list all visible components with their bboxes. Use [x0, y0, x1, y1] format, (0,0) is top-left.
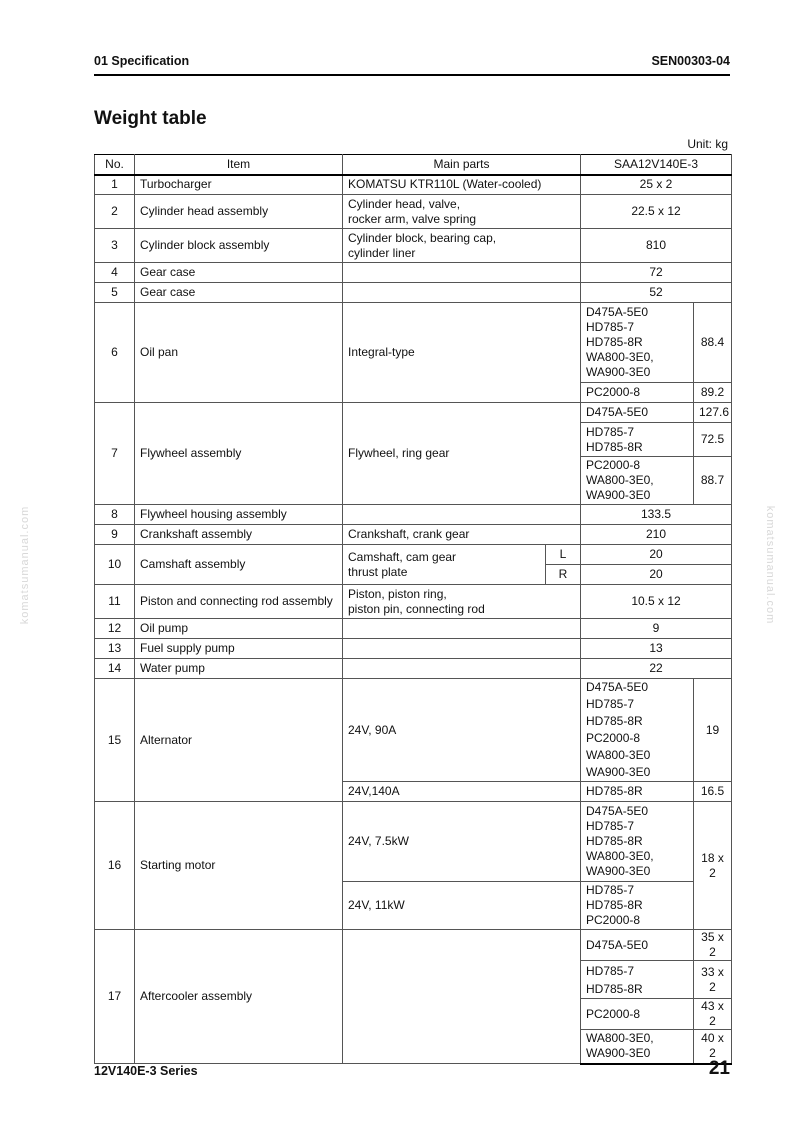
weight-value: 210 — [581, 525, 732, 545]
item-name: Piston and connecting rod assembly — [135, 585, 343, 619]
row-number: 16 — [95, 802, 135, 930]
row-number: 5 — [95, 283, 135, 303]
table-row — [95, 283, 732, 303]
main-parts — [343, 639, 581, 659]
machine-models: HD785-8R — [581, 782, 694, 802]
item-name: Fuel supply pump — [135, 639, 343, 659]
col-header-no: No. — [95, 155, 135, 175]
row-number: 6 — [95, 303, 135, 403]
table-row — [95, 930, 732, 961]
item-name: Camshaft assembly — [135, 545, 343, 585]
weight-value: 133.5 — [581, 505, 732, 525]
machine-models: HD785-7 HD785-8R — [581, 423, 694, 457]
watermark-left: komatsumanual.com — [19, 505, 31, 625]
main-parts: Integral-type — [343, 303, 581, 403]
main-parts — [343, 930, 581, 1064]
weight-value: 9 — [581, 619, 732, 639]
weight-value: 20 — [581, 545, 732, 565]
main-parts: Piston, piston ring, piston pin, connecting rod — [343, 585, 581, 619]
main-parts: 24V, 7.5kW — [343, 802, 581, 882]
item-name: Water pump — [135, 659, 343, 679]
weight-value: 88.7 — [694, 457, 732, 505]
main-parts — [343, 263, 581, 283]
col-header-main-parts: Main parts — [343, 155, 581, 175]
main-parts: 24V, 11kW — [343, 882, 581, 930]
item-name: Gear case — [135, 263, 343, 283]
row-number: 3 — [95, 229, 135, 263]
main-parts: 24V,140A — [343, 782, 581, 802]
series-label: 12V140E-3 Series — [94, 1064, 198, 1078]
main-parts: Cylinder block, bearing cap, cylinder liner — [343, 229, 581, 263]
row-number: 8 — [95, 505, 135, 525]
table-row — [95, 175, 732, 195]
weight-value: 88.4 — [694, 303, 732, 383]
machine-models: PC2000-8 — [581, 383, 694, 403]
weight-value: 13 — [581, 639, 732, 659]
machine-models: HD785-7 HD785-8R PC2000-8 — [581, 882, 694, 930]
table-row — [95, 303, 732, 383]
item-name: Oil pan — [135, 303, 343, 403]
table-row — [95, 525, 732, 545]
item-name: Aftercooler assembly — [135, 930, 343, 1064]
row-number: 7 — [95, 403, 135, 505]
table-row — [95, 679, 732, 782]
main-parts: 24V, 90A — [343, 679, 581, 782]
main-parts — [343, 505, 581, 525]
machine-models: D475A-5E0 HD785-7 HD785-8R WA800-3E0, WA900-3E0 — [581, 802, 694, 882]
item-name: Oil pump — [135, 619, 343, 639]
item-name: Alternator — [135, 679, 343, 802]
table-row — [95, 619, 732, 639]
item-name: Starting motor — [135, 802, 343, 930]
weight-value: 89.2 — [694, 383, 732, 403]
weight-value: 810 — [581, 229, 732, 263]
weight-value: 19 — [694, 679, 732, 782]
main-parts: Flywheel, ring gear — [343, 403, 581, 505]
table-row — [95, 195, 732, 229]
machine-models: PC2000-8 — [581, 999, 694, 1030]
weight-table — [94, 154, 732, 1065]
main-parts — [343, 659, 581, 679]
machine-models: D475A-5E0 HD785-7 HD785-8R PC2000-8 WA800-3E0 WA900-3E0 — [581, 679, 694, 782]
item-name: Cylinder head assembly — [135, 195, 343, 229]
row-number: 10 — [95, 545, 135, 585]
item-name: Crankshaft assembly — [135, 525, 343, 545]
col-header-model: SAA12V140E-3 — [581, 155, 732, 175]
main-parts — [343, 619, 581, 639]
table-row — [95, 639, 732, 659]
row-number: 15 — [95, 679, 135, 802]
weight-value: 20 — [581, 565, 732, 585]
weight-value: 18 x 2 — [694, 802, 732, 930]
row-number: 1 — [95, 175, 135, 195]
weight-value: 22 — [581, 659, 732, 679]
main-parts: Cylinder head, valve, rocker arm, valve spring — [343, 195, 581, 229]
section-label: 01 Specification — [94, 54, 190, 68]
document-code: SEN00303-04 — [651, 54, 730, 68]
row-number: 14 — [95, 659, 135, 679]
row-number: 2 — [95, 195, 135, 229]
machine-models: WA800-3E0, WA900-3E0 — [581, 1030, 694, 1064]
table-row — [95, 229, 732, 263]
side-label-r: R — [546, 565, 581, 585]
machine-models: D475A-5E0 — [581, 930, 694, 961]
weight-value: 72.5 — [694, 423, 732, 457]
row-number: 17 — [95, 930, 135, 1064]
machine-models: D475A-5E0 HD785-7 HD785-8R WA800-3E0, WA900-3E0 — [581, 303, 694, 383]
row-number: 9 — [95, 525, 135, 545]
table-row — [95, 659, 732, 679]
table-row — [95, 585, 732, 619]
page-title: Weight table — [94, 108, 207, 129]
item-name: Flywheel housing assembly — [135, 505, 343, 525]
row-number: 13 — [95, 639, 135, 659]
weight-value: 40 x 2 — [694, 1030, 732, 1064]
weight-value: 35 x 2 — [694, 930, 732, 961]
row-number: 12 — [95, 619, 135, 639]
weight-value: 10.5 x 12 — [581, 585, 732, 619]
main-parts — [343, 283, 581, 303]
watermark-right: komatsumanual.com — [764, 505, 776, 625]
item-name: Cylinder block assembly — [135, 229, 343, 263]
weight-value: 16.5 — [694, 782, 732, 802]
page-header — [94, 52, 730, 76]
main-parts: Camshaft, cam gear thrust plate — [343, 545, 546, 585]
table-header-row — [95, 155, 732, 175]
weight-value: 52 — [581, 283, 732, 303]
machine-models: HD785-7 HD785-8R — [581, 961, 694, 999]
side-label-l: L — [546, 545, 581, 565]
item-name: Flywheel assembly — [135, 403, 343, 505]
weight-value: 72 — [581, 263, 732, 283]
row-number: 11 — [95, 585, 135, 619]
page-number: 21 — [708, 1058, 730, 1079]
machine-models: D475A-5E0 — [581, 403, 694, 423]
main-parts: KOMATSU KTR110L (Water-cooled) — [343, 175, 581, 195]
weight-value: 127.6 — [694, 403, 732, 423]
item-name: Turbocharger — [135, 175, 343, 195]
table-row — [95, 545, 732, 565]
weight-value: 43 x 2 — [694, 999, 732, 1030]
weight-value: 22.5 x 12 — [581, 195, 732, 229]
weight-value: 33 x 2 — [694, 961, 732, 999]
col-header-item: Item — [135, 155, 343, 175]
table-row — [95, 505, 732, 525]
table-row — [95, 263, 732, 283]
unit-label: Unit: kg — [687, 137, 728, 151]
table-row — [95, 403, 732, 423]
main-parts: Crankshaft, crank gear — [343, 525, 581, 545]
item-name: Gear case — [135, 283, 343, 303]
table-row — [95, 802, 732, 882]
weight-value: 25 x 2 — [581, 175, 732, 195]
row-number: 4 — [95, 263, 135, 283]
machine-models: PC2000-8 WA800-3E0, WA900-3E0 — [581, 457, 694, 505]
